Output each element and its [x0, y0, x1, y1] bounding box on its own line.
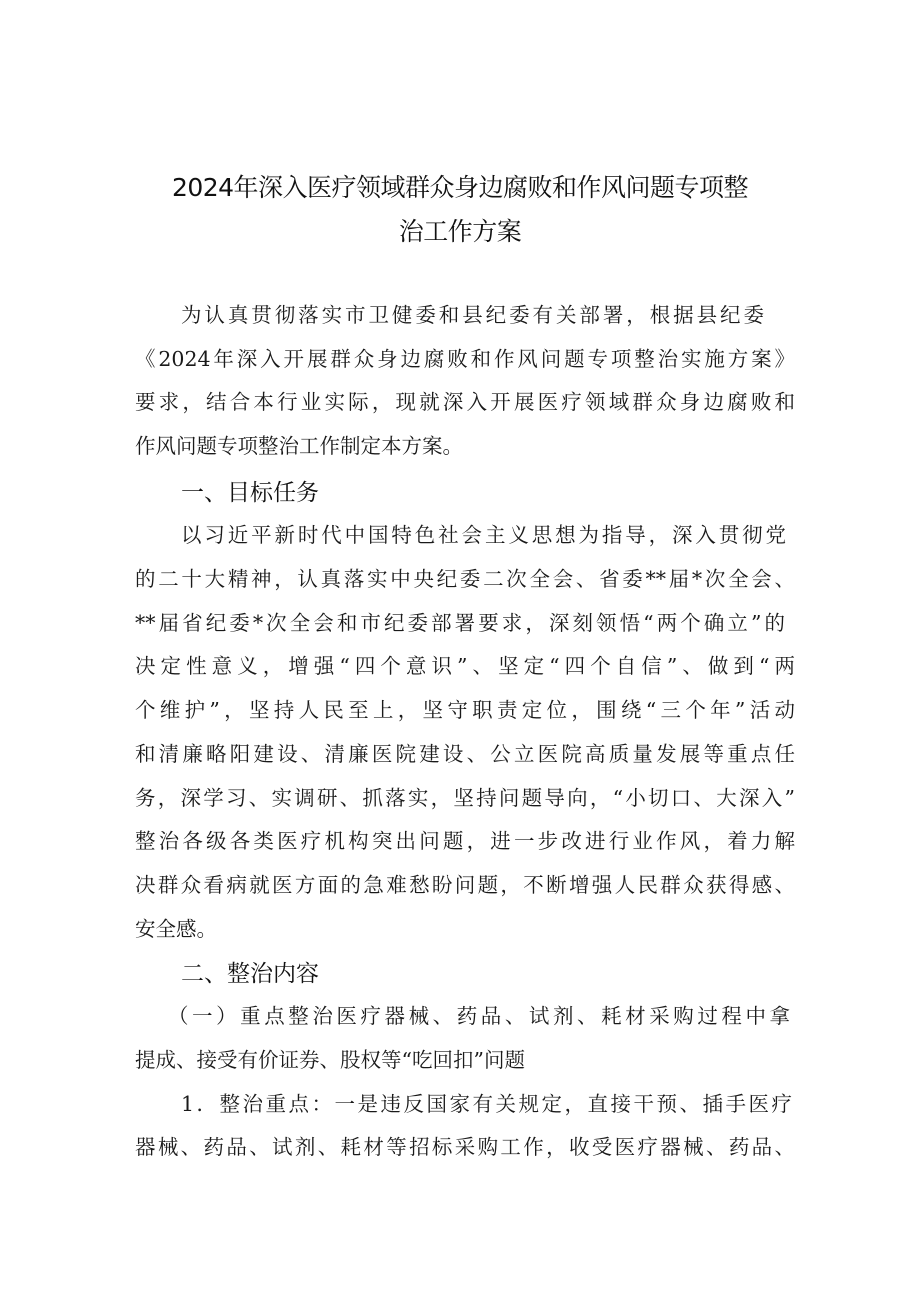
intro-line: 要求，结合本行业实际，现就深入开展医疗领域群众身边腐败和	[135, 390, 795, 414]
section1-line: 的二十大精神，认真落实中央纪委二次全会、省委**届*次全会、	[135, 567, 795, 591]
section1-line: **届省纪委*次全会和市纪委部署要求，深刻领悟“两个确立”的	[135, 611, 785, 635]
section2-point-line: 1．整治重点：一是违反国家有关规定，直接干预、插手医疗	[181, 1092, 792, 1116]
section1-line: 整治各级各类医疗机构突出问题，进一步改进行业作风，着力解	[135, 829, 795, 853]
section1-line: 决定性意义，增强“四个意识”、坚定“四个自信”、做到“两	[135, 654, 795, 678]
section1-line: 安全感。	[135, 917, 217, 941]
section1-line: 以习近平新时代中国特色社会主义思想为指导，深入贯彻党	[181, 523, 786, 547]
section2-item-line: 提成、接受有价证券、股权等“吃回扣”问题	[135, 1048, 525, 1072]
section-heading-goals: 一、目标任务	[181, 480, 319, 506]
intro-line: 作风问题专项整治工作制定本方案。	[135, 434, 463, 458]
section1-line: 务，深学习、实调研、抓落实，坚持问题导向，“小切口、大深入”	[135, 786, 795, 810]
intro-line: 《2024年深入开展群众身边腐败和作风问题专项整治实施方案》	[135, 347, 795, 371]
document-title-line-2: 治工作方案	[398, 217, 522, 246]
document-title-line-1: 2024年深入医疗领域群众身边腐败和作风问题专项整	[171, 173, 749, 202]
section2-point-line: 器械、药品、试剂、耗材等招标采购工作，收受医疗器械、药品、	[135, 1135, 795, 1159]
intro-line: 为认真贯彻落实市卫健委和县纪委有关部署，根据县纪委	[181, 303, 764, 327]
section1-line: 决群众看病就医方面的急难愁盼问题，不断增强人民群众获得感、	[135, 873, 795, 897]
section1-line: 个维护”，坚持人民至上，坚守职责定位，围绕“三个年”活动	[135, 698, 795, 722]
section2-item-line: （一）重点整治医疗器械、药品、试剂、耗材采购过程中拿	[168, 1004, 790, 1028]
section-heading-content: 二、整治内容	[181, 961, 319, 987]
section1-line: 和清廉略阳建设、清廉医院建设、公立医院高质量发展等重点任	[135, 742, 795, 766]
